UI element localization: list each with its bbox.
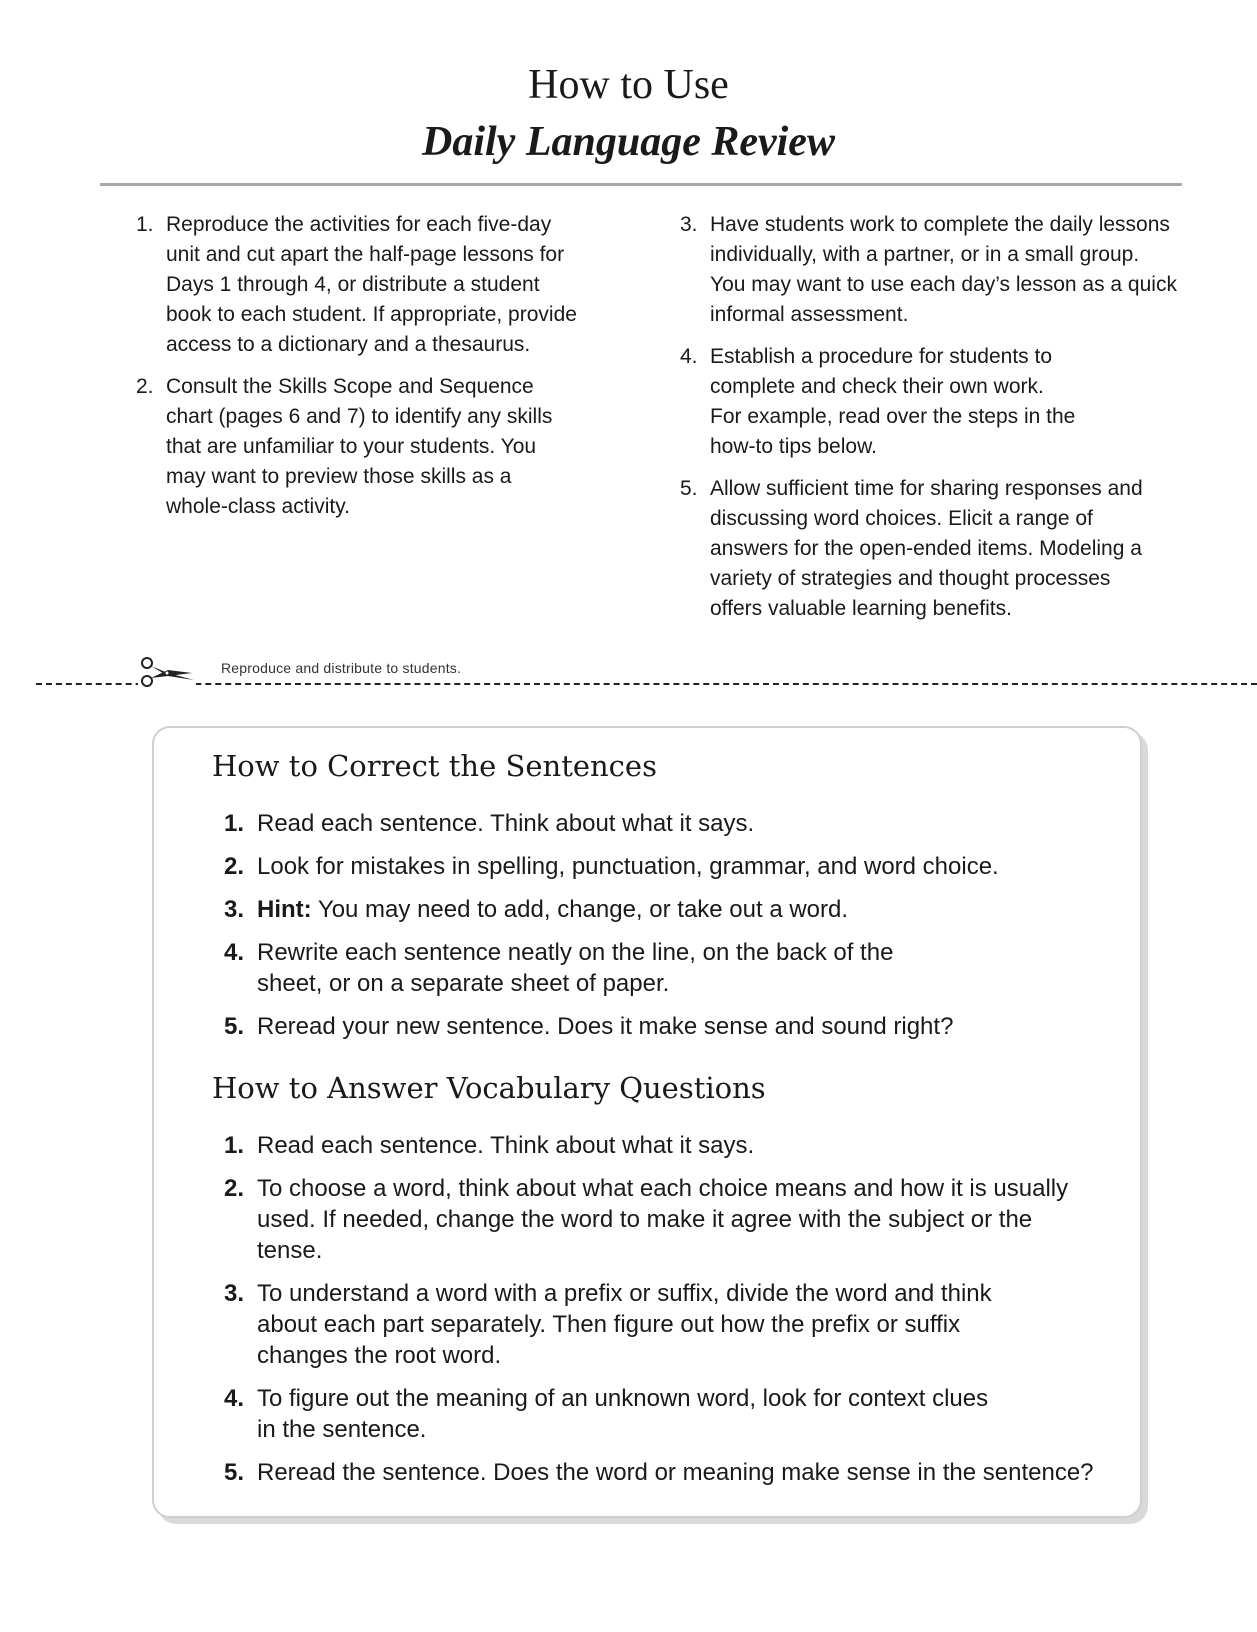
list-item xyxy=(224,894,1104,925)
item-number: 5. xyxy=(224,1013,245,1040)
step-text: Consult the Skills Scope and Sequence chart (pages 6 and 7) to identify any skills that are unfamiliar to your students. You may want to preview those skills as a whole-class activity. xyxy=(166,375,553,518)
list-item xyxy=(224,1457,1104,1488)
step-number: 5. xyxy=(680,477,698,500)
vocab-list xyxy=(224,1130,1104,1500)
scissors-icon xyxy=(138,654,196,690)
hint-text: You may need to add, change, or take out a word. xyxy=(317,896,849,923)
step-text: Have students work to complete the daily lessons individually, with a partner, or in a small group. You may want to use each day’s lesson as a quick informal assessment. xyxy=(710,213,1177,326)
title-line-1: How to Use xyxy=(528,62,729,108)
item-text: Reread your new sentence. Does it make sense and sound right? xyxy=(257,1013,954,1040)
item-number: 2. xyxy=(224,853,245,880)
list-item xyxy=(224,808,1104,839)
item-number: 4. xyxy=(224,939,245,966)
item-number: 3. xyxy=(224,1280,245,1307)
item-text xyxy=(257,894,1104,925)
item-number: 5. xyxy=(224,1459,245,1486)
item-number: 1. xyxy=(224,1132,245,1159)
step-number: 2. xyxy=(136,375,154,398)
step-text: Allow sufficient time for sharing responses and discussing word choices. Elicit a range of answers for the open-ended items. Modeling a variety of strategies and thought processes offers valuable learning benefits. xyxy=(710,477,1143,620)
vocab-heading: How to Answer Vocabulary Questions xyxy=(212,1071,766,1105)
item-text: To choose a word, think about what each choice means and how it is usually used. If needed, change the word to make it agree with the subject or the tense. xyxy=(257,1175,1069,1264)
step-text: Establish a procedure for students to complete and check their own work. For example, read over the steps in the how-to tips below. xyxy=(710,345,1076,458)
step-number: 4. xyxy=(680,345,698,368)
teacher-step xyxy=(680,474,1180,624)
item-number: 3. xyxy=(224,896,245,923)
cut-note: Reproduce and distribute to students. xyxy=(221,660,462,676)
list-item xyxy=(224,937,1104,999)
cut-line xyxy=(36,683,1257,685)
step-number: 3. xyxy=(680,213,698,236)
list-item xyxy=(224,851,1104,882)
correct-list xyxy=(224,808,1104,1054)
hint-label: Hint: xyxy=(257,896,312,923)
step-text: Reproduce the activities for each five-day unit and cut apart the half-page lessons for Days 1 through 4, or distribute a student book to each student. If appropriate, provide access to a dictionary and a thesaurus. xyxy=(166,213,577,356)
student-tips-card xyxy=(152,726,1142,1518)
teacher-step xyxy=(680,342,1180,462)
item-text: Read each sentence. Think about what it says. xyxy=(257,810,755,837)
step-number: 1. xyxy=(136,213,154,236)
list-item xyxy=(224,1383,1104,1445)
item-text: To understand a word with a prefix or suffix, divide the word and think about each part separately. Then figure out how the prefix or suffix changes the root word. xyxy=(257,1280,992,1369)
teacher-steps-left-column xyxy=(136,210,626,534)
teacher-step xyxy=(136,372,626,522)
item-text: Rewrite each sentence neatly on the line, on the back of the sheet, or on a separate sheet of paper. xyxy=(257,939,894,997)
title-divider xyxy=(100,183,1182,186)
teacher-step xyxy=(680,210,1180,330)
item-text: Look for mistakes in spelling, punctuation, grammar, and word choice. xyxy=(257,853,999,880)
list-item xyxy=(224,1011,1104,1042)
teacher-steps-right-column xyxy=(680,210,1180,636)
teacher-step xyxy=(136,210,626,360)
item-number: 2. xyxy=(224,1175,245,1202)
item-number: 4. xyxy=(224,1385,245,1412)
list-item xyxy=(224,1130,1104,1161)
correct-heading: How to Correct the Sentences xyxy=(212,749,657,783)
item-text: Read each sentence. Think about what it says. xyxy=(257,1132,755,1159)
item-text: Reread the sentence. Does the word or meaning make sense in the sentence? xyxy=(257,1459,1094,1486)
item-text: To figure out the meaning of an unknown word, look for context clues in the sentence. xyxy=(257,1385,989,1443)
page-title xyxy=(0,58,1257,172)
item-number: 1. xyxy=(224,810,245,837)
title-line-2: Daily Language Review xyxy=(422,119,835,165)
list-item xyxy=(224,1173,1104,1266)
list-item xyxy=(224,1278,1104,1371)
